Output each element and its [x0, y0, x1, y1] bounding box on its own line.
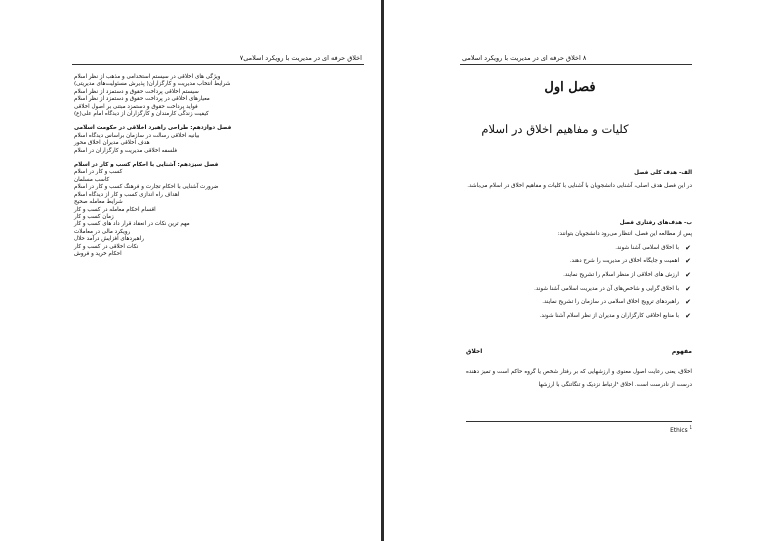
list-item	[466, 309, 692, 323]
checkmark-icon: ✔	[685, 311, 691, 320]
toc-line: رویکرد مالی در معاملات	[74, 228, 131, 235]
toc-line: سیستم اخلاقی پرداخت حقوق و دستمزد از نظر اسلام	[74, 88, 199, 95]
section-b-intro: پس از مطالعه این فصل، انتظار می‌رود دانشجویان بتوانند:	[557, 231, 692, 237]
list-item	[466, 295, 692, 309]
section-a-body: در این فصل هدف اصلی، آشنایی دانشجویان با آشنایی با کلیات و مفاهیم اخلاق در اسلام می‌باشد.	[467, 183, 692, 189]
objectives-list	[466, 241, 692, 323]
toc-line: مهم ترین نکات در انعقاد قرار داد های کسب و کار	[74, 221, 190, 228]
footnote	[640, 425, 692, 434]
toc-line: زمان کسب و کار	[74, 213, 114, 220]
concept-term: اخلاق	[466, 348, 483, 355]
list-item	[466, 255, 692, 269]
toc-line: ضرورت آشنایی با احکام تجارت و فرهنگ کسب و کار در اسلام	[74, 184, 219, 191]
concept-body: اخلاق، یعنی رعایت اصول معنوی و ارزشهایی که بر رفتار شخص یا گروه حاکم است و تمیز دهنده درست از نادرست است. اخلاق ¹ارتباط نزدیک و تنگاتنگی با ارزشها	[466, 369, 692, 388]
toc-line: معیارهای اخلاقی در پرداخت حقوق و دستمزد از نظر اسلام	[74, 96, 210, 103]
objective-text: با اخلاق گرایی و شاخص‌های آن در مدیریت اسلامی آشنا شوند.	[534, 285, 679, 292]
toc-line: فلسفه اخلاقی مدیریت و کارگزاران در اسلام	[74, 147, 177, 154]
toc-line: بیانیه اخلاقی رسالت در سازمان براساس دیدگاه اسلام	[74, 132, 200, 139]
list-item	[466, 241, 692, 255]
left-running-header: اخلاق حرفه ای در مدیریت با رویکرد اسلامی۷	[239, 54, 362, 62]
footnote-text: Ethics	[670, 427, 688, 434]
right-running-header: ۸ اخلاق حرفه ای در مدیریت با رویکرد اسلامی	[462, 54, 587, 62]
checkmark-icon: ✔	[685, 243, 691, 252]
toc-line: شرایط معامله صحیح	[74, 199, 123, 206]
objective-text: ارزش های اخلاقی از منظر اسلام را تشریح نمایند.	[563, 271, 679, 278]
toc-line: فواید پرداخت حقوق و دستمزد مبتنی بر اصول اخلاقی	[74, 103, 198, 110]
toc-line: ویژگی های اخلاقی در سیستم استخدامی و مذهب از نظر اسلام	[74, 74, 221, 80]
toc-line: شرایط انتخاب مدیریت و کارگزاران( پذیرش مسئولیت‌های مدیریتی)	[74, 81, 231, 88]
checkmark-icon: ✔	[685, 284, 691, 293]
toc-line: کیفیت زندگی کارمندان و کارگزاران از دیدگاه امام علی(ع)	[74, 111, 209, 118]
concept-label: مفهوم	[671, 348, 692, 355]
toc-line: اقسام احکام معامله در کسب و کار	[74, 206, 156, 213]
toc-line: نکات اخلاقی در کسب و کار	[74, 243, 139, 250]
checkmark-icon: ✔	[685, 257, 691, 266]
toc-chapter-heading: فصل سیزدهم: آشنایی با احکام کسب و کار در اسلام	[74, 162, 219, 169]
footnote-rule	[466, 421, 692, 422]
toc-line: اهداف راه اندازی کسب و کار از دیدگاه اسلام	[74, 191, 180, 198]
toc-chapter-heading: فصل دوازدهم: طراحی راهبرد اخلاقی در حکومت اسلامی	[74, 125, 232, 132]
checkmark-icon: ✔	[685, 270, 691, 279]
concept-heading-row	[466, 348, 692, 360]
objective-text: با اخلاق اسلامی آشنا شوند.	[615, 244, 679, 251]
footnote-marker: 1	[689, 425, 692, 430]
toc-line: کاسب مسلمان	[74, 176, 110, 183]
chapter-number: فصل اول	[544, 80, 596, 95]
checkmark-icon: ✔	[685, 298, 691, 307]
list-item	[466, 282, 692, 296]
list-item	[466, 268, 692, 282]
section-b-heading: ب- هدف‌های رفتاری فصل	[619, 220, 692, 226]
chapter-title: کلیات و مفاهیم اخلاق در اسلام	[481, 122, 629, 136]
objective-text: اهمیت و جایگاه اخلاق در مدیریت را شرح دهند.	[569, 258, 679, 265]
right-header-rule	[460, 64, 692, 65]
left-toc-list	[74, 74, 282, 258]
objective-text: با منابع اخلاقی کارگزاران و مدیران از نظر اسلام آشنا شوند.	[539, 312, 679, 319]
toc-line: کسب و کار در اسلام	[74, 169, 123, 176]
section-a-heading: الف- هدف کلی فصل	[634, 170, 692, 176]
objective-text: راهبردهای ترویج اخلاق اسلامی در سازمان را تشریح نمایند.	[542, 299, 679, 306]
toc-line: احکام خرید و فروش	[74, 250, 122, 257]
toc-line: راهبردهای افزایش درآمد حلال	[74, 236, 144, 243]
left-header-rule	[72, 64, 364, 65]
toc-line: هدف اخلاقی مدیران اخلاق محور	[74, 140, 150, 147]
